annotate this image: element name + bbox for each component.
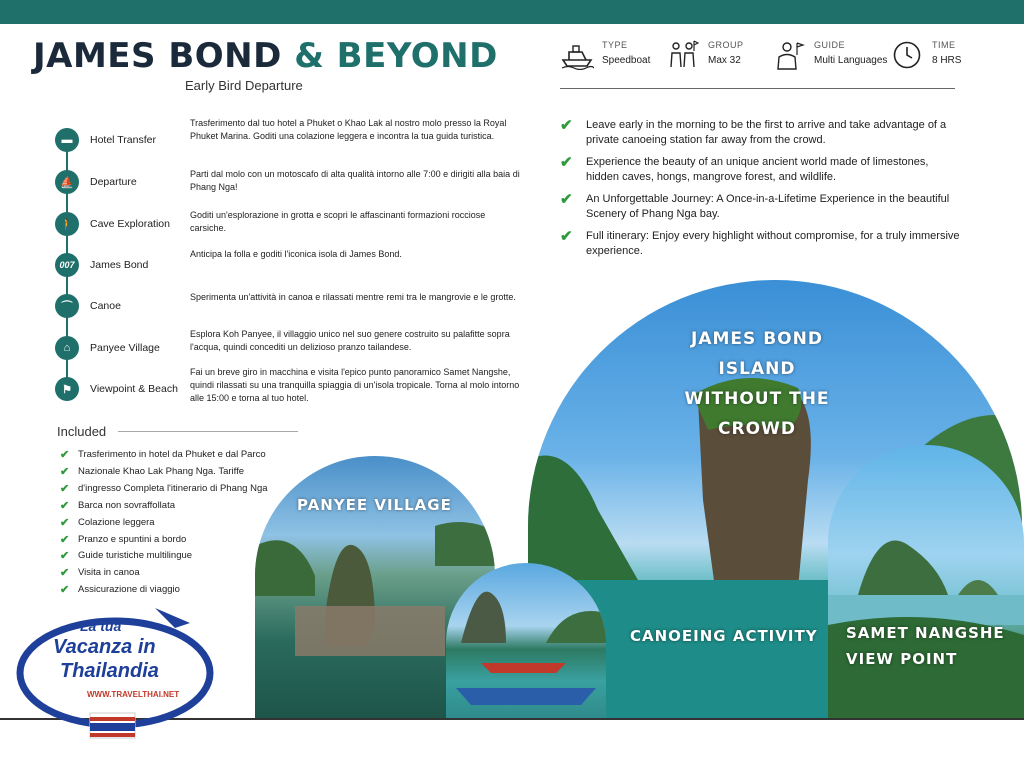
list-item: ✔ Visita in canoa <box>60 565 268 582</box>
info-group <box>666 38 744 72</box>
list-item: ✔ An Unforgettable Journey: A Once-in-a-Lifetime Experience in the beautiful Scenery of Phang Nga bay. <box>560 191 950 220</box>
speedboat-icon <box>560 38 594 72</box>
logo-url: WWW.TRAVELTHAI.NET <box>87 690 180 699</box>
check-icon: ✔ <box>560 191 573 208</box>
info-type <box>560 38 650 72</box>
itinerary-desc: Trasferimento dal tuo hotel a Phuket o Khao Lak al nostro molo presso la Royal Phuket Marina. Goditi una colazione leggera e incontra la tua guida turistica. <box>190 118 507 141</box>
included-title: Included <box>57 424 107 439</box>
itinerary-desc: Esplora Koh Panyee, il villaggio unico nel suo genere costruito su palafitte sopra l'acqua, quindi concediti un delizioso pranzo tailandese. <box>190 329 510 352</box>
itinerary-desc: Anticipa la folla e goditi l'iconica isola di James Bond. <box>190 249 402 259</box>
included-divider <box>118 431 298 432</box>
info-guide-label: GUIDE <box>814 40 846 50</box>
itinerary-desc: Goditi un'esplorazione in grotta e scopri le affascinanti formazioni rocciose carsiche. <box>190 210 486 233</box>
info-time-label: TIME <box>932 40 956 50</box>
logo-line2: Vacanza in <box>53 636 156 658</box>
logo-line3: Thailandia <box>60 660 159 682</box>
check-icon: ✔ <box>60 465 70 478</box>
007-icon: 007 <box>55 253 79 277</box>
check-icon: ✔ <box>60 449 70 461</box>
check-icon: ✔ <box>60 516 70 529</box>
page-title <box>33 36 498 76</box>
check-icon: ✔ <box>560 228 573 245</box>
info-time <box>890 38 961 72</box>
check-icon: ✔ <box>60 533 70 546</box>
itinerary-label: Cave Exploration <box>90 218 170 230</box>
hiker-icon: 🚶 <box>55 212 79 236</box>
photo-caption: CANOEING ACTIVITY <box>630 627 818 645</box>
list-item: ✔ Colazione leggera <box>60 515 268 532</box>
viewpoint-icon: ⚑ <box>55 377 79 401</box>
canoeing-photo <box>446 563 606 720</box>
list-item: ✔ Trasferimento in hotel da Phuket e dal Parco <box>60 447 268 464</box>
check-icon: ✔ <box>60 550 70 563</box>
itinerary-label: Hotel Transfer <box>90 134 156 146</box>
list-item: ✔ Experience the beauty of an unique ancient world made of limestones, hidden caves, hongs, mangrove forest, and wildlife. <box>560 154 929 183</box>
title-main: JAMES BOND <box>33 36 282 76</box>
village-icon: ⌂ <box>55 336 79 360</box>
info-group-label: GROUP <box>708 40 744 50</box>
itinerary-label: James Bond <box>90 259 149 271</box>
clock-icon <box>890 38 924 72</box>
list-item: ✔ Guide turistiche multilingue <box>60 548 268 565</box>
itinerary-label: Panyee Village <box>90 342 160 354</box>
info-guide <box>772 38 887 72</box>
guide-icon <box>772 38 806 72</box>
check-icon: ✔ <box>60 567 70 580</box>
check-icon: ✔ <box>560 154 573 171</box>
info-type-value: Speedboat <box>602 55 651 66</box>
check-icon: ✔ <box>560 117 573 134</box>
included-list <box>60 447 268 599</box>
list-item: ✔ d'ingresso Completa l'itinerario di Phang Nga <box>60 481 268 498</box>
itinerary-desc: Fai un breve giro in macchina e visita l'epico punto panoramico Samet Nangshe, quindi rilassati su una tranquilla spiaggia di un'isola tropicale. Torna al molo intorno alle 15:00 e torna al tuo hotel. <box>190 367 520 403</box>
top-bar <box>0 0 1024 24</box>
highlights-list <box>560 118 960 266</box>
itinerary-desc: Sperimenta un'attività in canoa e rilassati mentre remi tra le mangrovie e le grotte. <box>190 292 516 302</box>
logo-line1: La tua <box>80 618 122 634</box>
page-subtitle: Early Bird Departure <box>185 78 303 93</box>
list-item: ✔ Pranzo e spuntini a bordo <box>60 532 268 549</box>
photo-caption: PANYEE VILLAGE <box>297 496 452 514</box>
brand-logo <box>15 598 235 748</box>
photo-caption: JAMES BOND ISLAND <box>691 329 823 379</box>
samet-nangshe-photo <box>828 445 1024 720</box>
divider <box>560 88 955 89</box>
list-item: ✔ Nazionale Khao Lak Phang Nga. Tariffe <box>60 464 268 481</box>
info-group-value: Max 32 <box>708 55 741 66</box>
group-icon <box>666 38 700 72</box>
check-icon: ✔ <box>60 482 70 495</box>
info-guide-value: Multi Languages <box>814 55 888 66</box>
photo-caption: VIEW POINT <box>846 650 958 668</box>
list-item: ✔ Full itinerary: Enjoy every highlight without compromise, for a truly immersive experience. <box>560 228 960 257</box>
itinerary-label: Viewpoint & Beach <box>90 383 178 395</box>
itinerary-label: Departure <box>90 176 137 188</box>
itinerary-desc: Parti dal molo con un motoscafo di alta qualità intorno alle 7:00 e dirigiti alla baia di Phang Nga! <box>190 169 520 192</box>
info-time-value: 8 HRS <box>932 55 962 66</box>
check-icon: ✔ <box>60 584 70 597</box>
bed-icon: ▬ <box>55 128 79 152</box>
list-item: ✔ Leave early in the morning to be the first to arrive and take advantage of a private canoeing station far away from the crowd. <box>560 117 947 146</box>
photo-caption: WITHOUT THE CROWD <box>684 389 830 439</box>
boat-icon: ⛵ <box>55 170 79 194</box>
itinerary-label: Canoe <box>90 300 121 312</box>
title-accent: & BEYOND <box>294 36 498 76</box>
canoe-icon: ⌒ <box>55 294 79 318</box>
list-item: ✔ Assicurazione di viaggio <box>60 582 268 599</box>
check-icon: ✔ <box>60 499 70 512</box>
photo-caption: SAMET NANGSHE <box>846 624 1005 642</box>
list-item: ✔ Barca non sovraffollata <box>60 498 268 515</box>
info-type-label: TYPE <box>602 40 628 50</box>
